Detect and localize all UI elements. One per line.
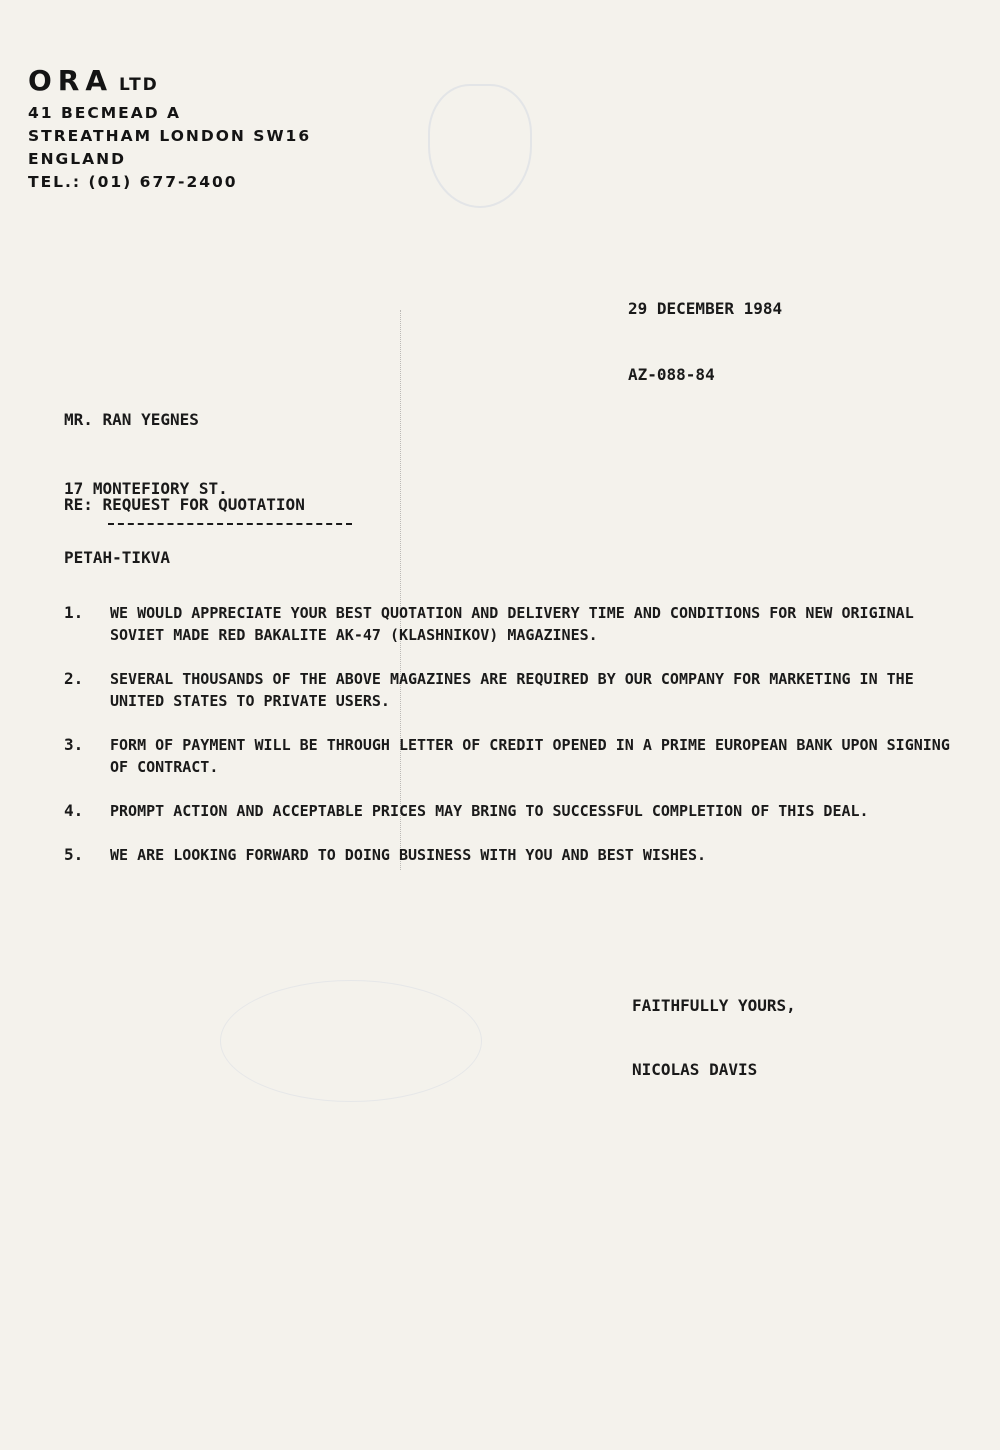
letterhead: [28, 64, 311, 194]
letter-date: 29 DECEMBER 1984: [628, 299, 783, 318]
item-number: 2.: [64, 669, 84, 688]
item-number: 5.: [64, 845, 84, 864]
bleed-through-signature: [220, 980, 482, 1102]
list-item: [64, 800, 964, 822]
list-item: [64, 734, 964, 778]
recipient-city: PETAH-TIKVA: [64, 548, 170, 567]
signer-name: NICOLAS DAVIS: [632, 1060, 758, 1079]
closing: FAITHFULLY YOURS,: [632, 996, 796, 1015]
recipient-block: [64, 362, 228, 615]
item-number: 4.: [64, 801, 84, 820]
item-number: 1.: [64, 603, 84, 622]
company-name: ORA: [28, 64, 114, 97]
recipient-street: 17 MONTEFIORY ST.: [64, 479, 228, 498]
item-list: [64, 602, 964, 888]
subject-line: RE: REQUEST FOR QUOTATION: [64, 495, 305, 514]
item-text: PROMPT ACTION AND ACCEPTABLE PRICES MAY BRING TO SUCCESSFUL COMPLETION OF THIS DEAL.: [110, 802, 869, 820]
list-item: [64, 844, 964, 866]
company-name-row: [28, 64, 311, 102]
list-item: [64, 668, 964, 712]
bleed-through-crest: [428, 84, 532, 208]
subject-underline: [108, 523, 352, 525]
item-text: WE WOULD APPRECIATE YOUR BEST QUOTATION AND DELIVERY TIME AND CONDITIONS FOR NEW ORIGINAL SOVIET MADE RED BAKALITE AK-47 (KLASHNIKOV) MAGAZINES.: [110, 604, 914, 644]
recipient-name: MR. RAN YEGNES: [64, 410, 199, 429]
item-text: WE ARE LOOKING FORWARD TO DOING BUSINESS WITH YOU AND BEST WISHES.: [110, 846, 707, 864]
address-line-3: ENGLAND: [28, 150, 126, 168]
address-line-2: STREATHAM LONDON SW16: [28, 127, 312, 145]
date-block: [628, 254, 782, 430]
item-text: FORM OF PAYMENT WILL BE THROUGH LETTER OF CREDIT OPENED IN A PRIME EUROPEAN BANK UPON SIGNING OF CONTRACT.: [110, 736, 950, 776]
letter-reference: AZ-088-84: [628, 365, 715, 384]
company-suffix: LTD: [119, 75, 159, 95]
item-number: 3.: [64, 735, 84, 754]
list-item: [64, 602, 964, 646]
item-text: SEVERAL THOUSANDS OF THE ABOVE MAGAZINES ARE REQUIRED BY OUR COMPANY FOR MARKETING IN THE UNITED STATES TO PRIVATE USERS.: [110, 670, 914, 710]
telephone: TEL.: (01) 677-2400: [28, 173, 238, 191]
address-line-1: 41 BECMEAD A: [28, 104, 182, 122]
